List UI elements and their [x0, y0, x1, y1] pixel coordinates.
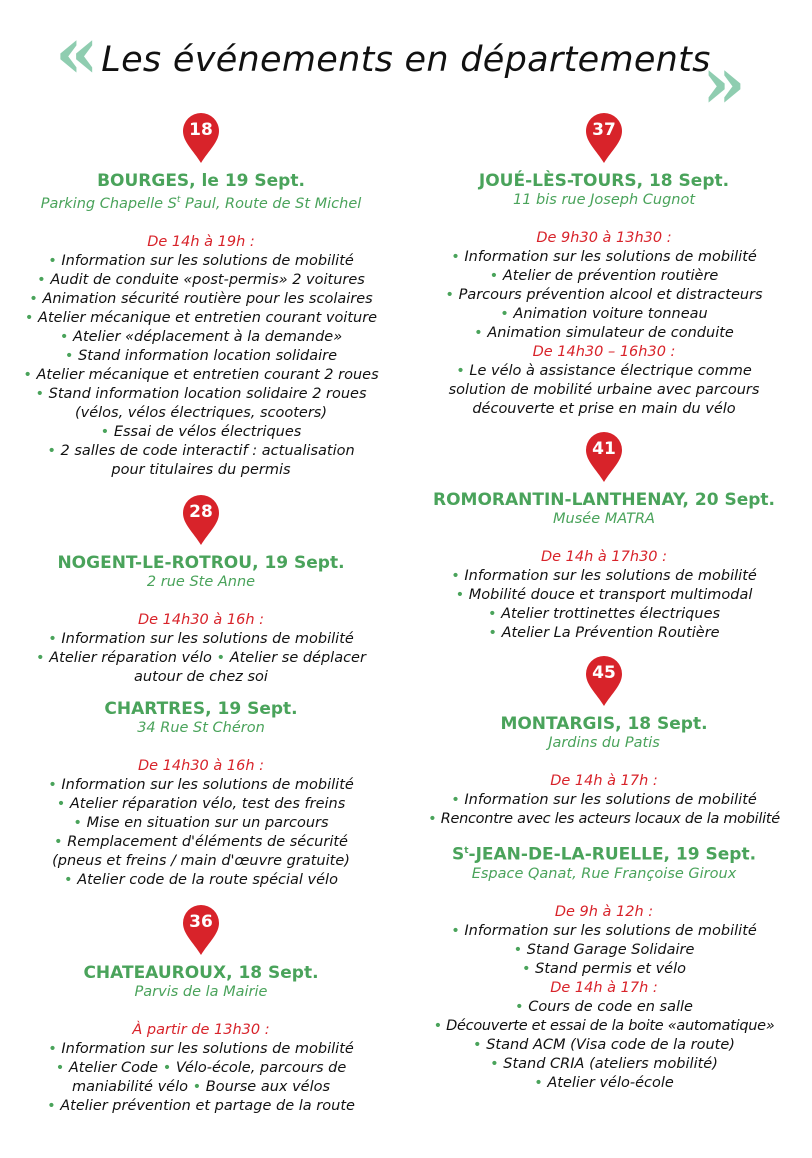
event-time: De 9h à 12h : [554, 903, 654, 920]
list-item: • Information sur les solutions de mobilité [48, 252, 354, 269]
list-item: • Information sur les solutions de mobilité [451, 568, 757, 584]
list-item: • Information sur les solutions de mobilité [451, 922, 757, 939]
department-marker-41 [584, 431, 624, 483]
event-time: De 14h30 – 16h30 : [532, 344, 676, 360]
event-bourges [5, 171, 397, 480]
event-place: Musée MATRA [553, 511, 655, 527]
event-nogent-le-rotrou [5, 553, 397, 687]
event-joue-les-tours [408, 171, 800, 419]
list-item-continuation: solution de mobilité urbaine avec parcours [448, 382, 760, 398]
list-item: • Cours de code en salle [515, 998, 693, 1015]
department-number: 28 [189, 501, 213, 522]
event-city: CHATEAUROUX, 18 Sept. [83, 962, 319, 983]
closing-quote-mark: » [702, 41, 746, 124]
event-place: Parking Chapelle $S^t$ Paul, Route de St Michel [40, 195, 362, 212]
event-place: 34 Rue St Chéron [137, 719, 265, 736]
right-column [408, 112, 800, 1093]
event-place: Parvis de la Mairie [134, 983, 268, 1000]
event-city: BOURGES, le 19 Sept. [97, 171, 305, 191]
list-item: • Atelier mécanique et entretien courant 2 roues [23, 366, 379, 383]
list-item-continuation: découverte et prise en main du vélo [472, 401, 736, 417]
event-chartres [5, 699, 397, 890]
list-item: • Animation voiture tonneau [500, 306, 708, 322]
event-city: ROMORANTIN-LANTHENAY, 20 Sept. [433, 490, 775, 510]
event-city: CHARTRES, 19 Sept. [104, 698, 298, 719]
list-item: • Mobilité douce et transport multimodal [455, 587, 753, 603]
department-marker-36 [181, 904, 221, 956]
event-time: De 14h à 17h30 : [540, 549, 668, 565]
list-item: • Information sur les solutions de mobilité [451, 792, 757, 808]
department-number: 36 [189, 911, 213, 932]
list-item: • Atelier «déplacement à la demande» [59, 328, 343, 345]
list-item: • Stand information location solidaire [64, 347, 338, 364]
list-item: • Information sur les solutions de mobilité [48, 630, 354, 647]
list-item: • Parcours prévention alcool et distracteurs [445, 287, 763, 303]
list-item: • Animation sécurité routière pour les scolaires [29, 290, 373, 307]
list-item: • Atelier mécanique et entretien courant voiture [24, 309, 378, 326]
list-item: • Atelier code de la route spécial vélo [64, 871, 338, 888]
list-item-continuation: (pneus et freins / main d'œuvre gratuite) [52, 852, 350, 869]
event-city: JOUÉ-LÈS-TOURS, 18 Sept. [478, 171, 730, 191]
department-number: 37 [592, 120, 616, 140]
list-item: • Atelier trottinettes électriques [487, 606, 721, 622]
event-chateauroux [5, 963, 397, 1116]
list-item: • Essai de vélos électriques [100, 423, 302, 440]
list-item: • Stand Garage Solidaire [513, 941, 695, 958]
list-item: • 2 salles de code interactif : actualisation [47, 442, 355, 459]
event-time: De 14h30 à 16h : [137, 611, 265, 628]
event-time: De 14h à 19h : [147, 233, 255, 250]
list-item: • Remplacement d'éléments de sécurité [54, 833, 348, 850]
department-number: 41 [592, 439, 616, 459]
department-number: 45 [592, 663, 616, 683]
event-time: De 9h30 à 13h30 : [536, 230, 672, 246]
list-item: • Atelier La Prévention Routière [488, 625, 720, 641]
list-item: • Atelier prévention et partage de la route [47, 1097, 355, 1114]
page-title: Les événements en départements [101, 40, 711, 80]
list-item: • Atelier réparation vélo, test des freins [56, 795, 346, 812]
list-item: • Rencontre avec les acteurs locaux de la mobilité [428, 811, 780, 827]
list-item-continuation: maniabilité vélo • Bourse aux vélos [71, 1078, 331, 1095]
list-item: • Stand information location solidaire 2 roues [35, 385, 367, 402]
department-marker-45 [584, 655, 624, 707]
event-time: De 14h à 17h : [550, 773, 658, 789]
opening-quote-mark: « [55, 11, 99, 94]
event-time: De 14h30 à 16h : [137, 757, 265, 774]
list-item: • Atelier réparation vélo • Atelier se déplacer [36, 649, 366, 666]
list-item: • Stand ACM (Visa code de la route) [473, 1036, 735, 1053]
list-item: • Découverte et essai de la boite «automatique» [433, 1017, 775, 1034]
list-item: • Information sur les solutions de mobilité [451, 249, 757, 265]
event-montargis [408, 714, 800, 829]
list-item: • Stand permis et vélo [522, 960, 686, 977]
event-city: NOGENT-LE-ROTROU, 19 Sept. [57, 552, 345, 573]
list-item: • Mise en situation sur un parcours [73, 814, 329, 831]
event-saint-jean-de-la-ruelle [408, 841, 800, 1093]
event-place: 11 bis rue Joseph Cugnot [512, 192, 696, 208]
list-item: • Audit de conduite «post-permis» 2 voitures [37, 271, 365, 288]
event-time: De 14h à 17h : [550, 979, 658, 996]
list-item: • Atelier vélo-école [534, 1074, 674, 1091]
list-item: • Information sur les solutions de mobilité [48, 1040, 354, 1057]
department-marker-37 [584, 112, 624, 164]
list-item: • Animation simulateur de conduite [474, 325, 734, 341]
department-number: 18 [189, 120, 213, 140]
event-city: MONTARGIS, 18 Sept. [500, 714, 708, 734]
department-marker-28 [181, 494, 221, 546]
list-item-continuation: (vélos, vélos électriques, scooters) [74, 404, 328, 421]
list-item: • Atelier Code • Vélo-école, parcours de [55, 1059, 347, 1076]
list-item: • Stand CRIA (ateliers mobilité) [490, 1055, 718, 1072]
event-place: 2 rue Ste Anne [146, 573, 256, 590]
event-city: $S^t-JEAN-DE-LA$-RUELLE, 19 Sept. [451, 844, 757, 865]
event-place: Espace Qanat, Rue Françoise Giroux [471, 865, 737, 882]
list-item: • Le vélo à assistance électrique comme [456, 363, 752, 379]
list-item-continuation: autour de chez soi [134, 668, 268, 685]
event-time: À partir de 13h30 : [132, 1021, 270, 1038]
left-column [5, 112, 397, 1116]
list-item-continuation: pour titulaires du permis [111, 461, 291, 478]
list-item: • Atelier de prévention routière [489, 268, 719, 284]
list-item: • Information sur les solutions de mobilité [48, 776, 354, 793]
event-place: Jardins du Patis [548, 735, 660, 751]
department-marker-18 [181, 112, 221, 164]
event-romorantin-lanthenay [408, 490, 800, 643]
